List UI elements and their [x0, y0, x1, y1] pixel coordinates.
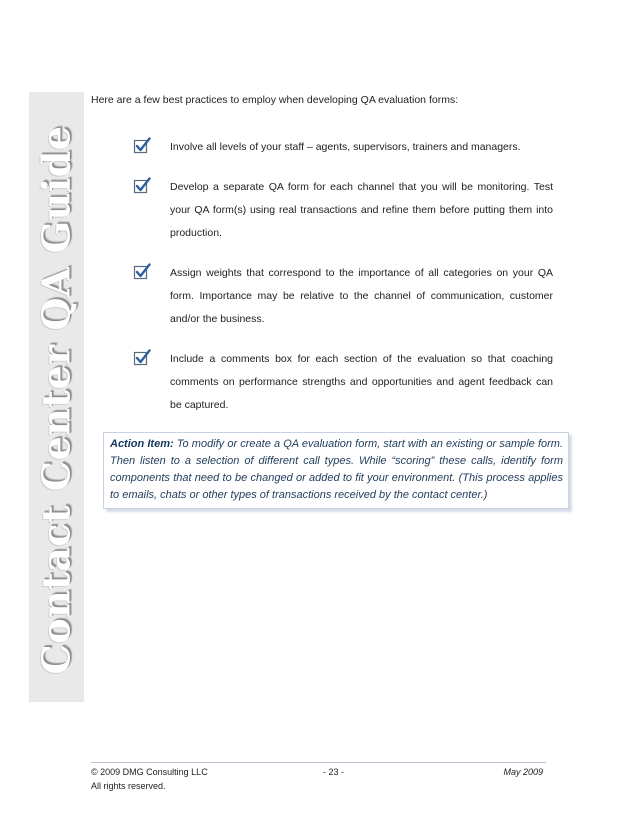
checkbox-checked-icon — [133, 177, 151, 195]
best-practices-list — [133, 136, 553, 434]
intro-text: Here are a few best practices to employ when developing QA evaluation forms: — [91, 94, 459, 106]
page-footer — [91, 767, 546, 791]
action-item-label: Action Item: — [110, 438, 174, 450]
action-item-text: To modify or create a QA evaluation form, start with an existing or sample form. Then listen to a selection of different call types. While “scoring” these calls, identify form components that need to be changed or added to fit your environment. (This process applies to emails, chats or other types of transactions received by the contact center.) — [110, 438, 563, 501]
footer-date: May 2009 — [503, 767, 543, 777]
checkbox-checked-icon — [133, 349, 151, 367]
list-item — [133, 136, 553, 159]
list-item-text: Assign weights that correspond to the importance of all categories on your QA form. Importance may be relative to the channel of communication, customer and/or the business. — [170, 267, 553, 325]
list-item-text: Involve all levels of your staff – agents, supervisors, trainers and managers. — [170, 141, 521, 153]
action-item-box — [103, 432, 569, 509]
list-item-text: Include a comments box for each section of the evaluation so that coaching comments on performance strengths and opportunities and agent feedback can be captured. — [170, 353, 553, 411]
sidebar-title: Contact Center QA Guide — [33, 125, 79, 675]
checkbox-checked-icon — [133, 137, 151, 155]
footer-divider — [91, 762, 546, 763]
footer-copyright: © 2009 DMG Consulting LLC — [91, 767, 208, 777]
list-item — [133, 262, 553, 331]
footer-rights: All rights reserved. — [91, 781, 166, 791]
list-item — [133, 176, 553, 245]
list-item-text: Develop a separate QA form for each channel that you will be monitoring. Test your QA form(s) using real transactions and refine them before putting them into production. — [170, 181, 553, 239]
footer-page-number: - 23 - — [323, 767, 345, 777]
checkbox-checked-icon — [133, 263, 151, 281]
list-item — [133, 348, 553, 417]
